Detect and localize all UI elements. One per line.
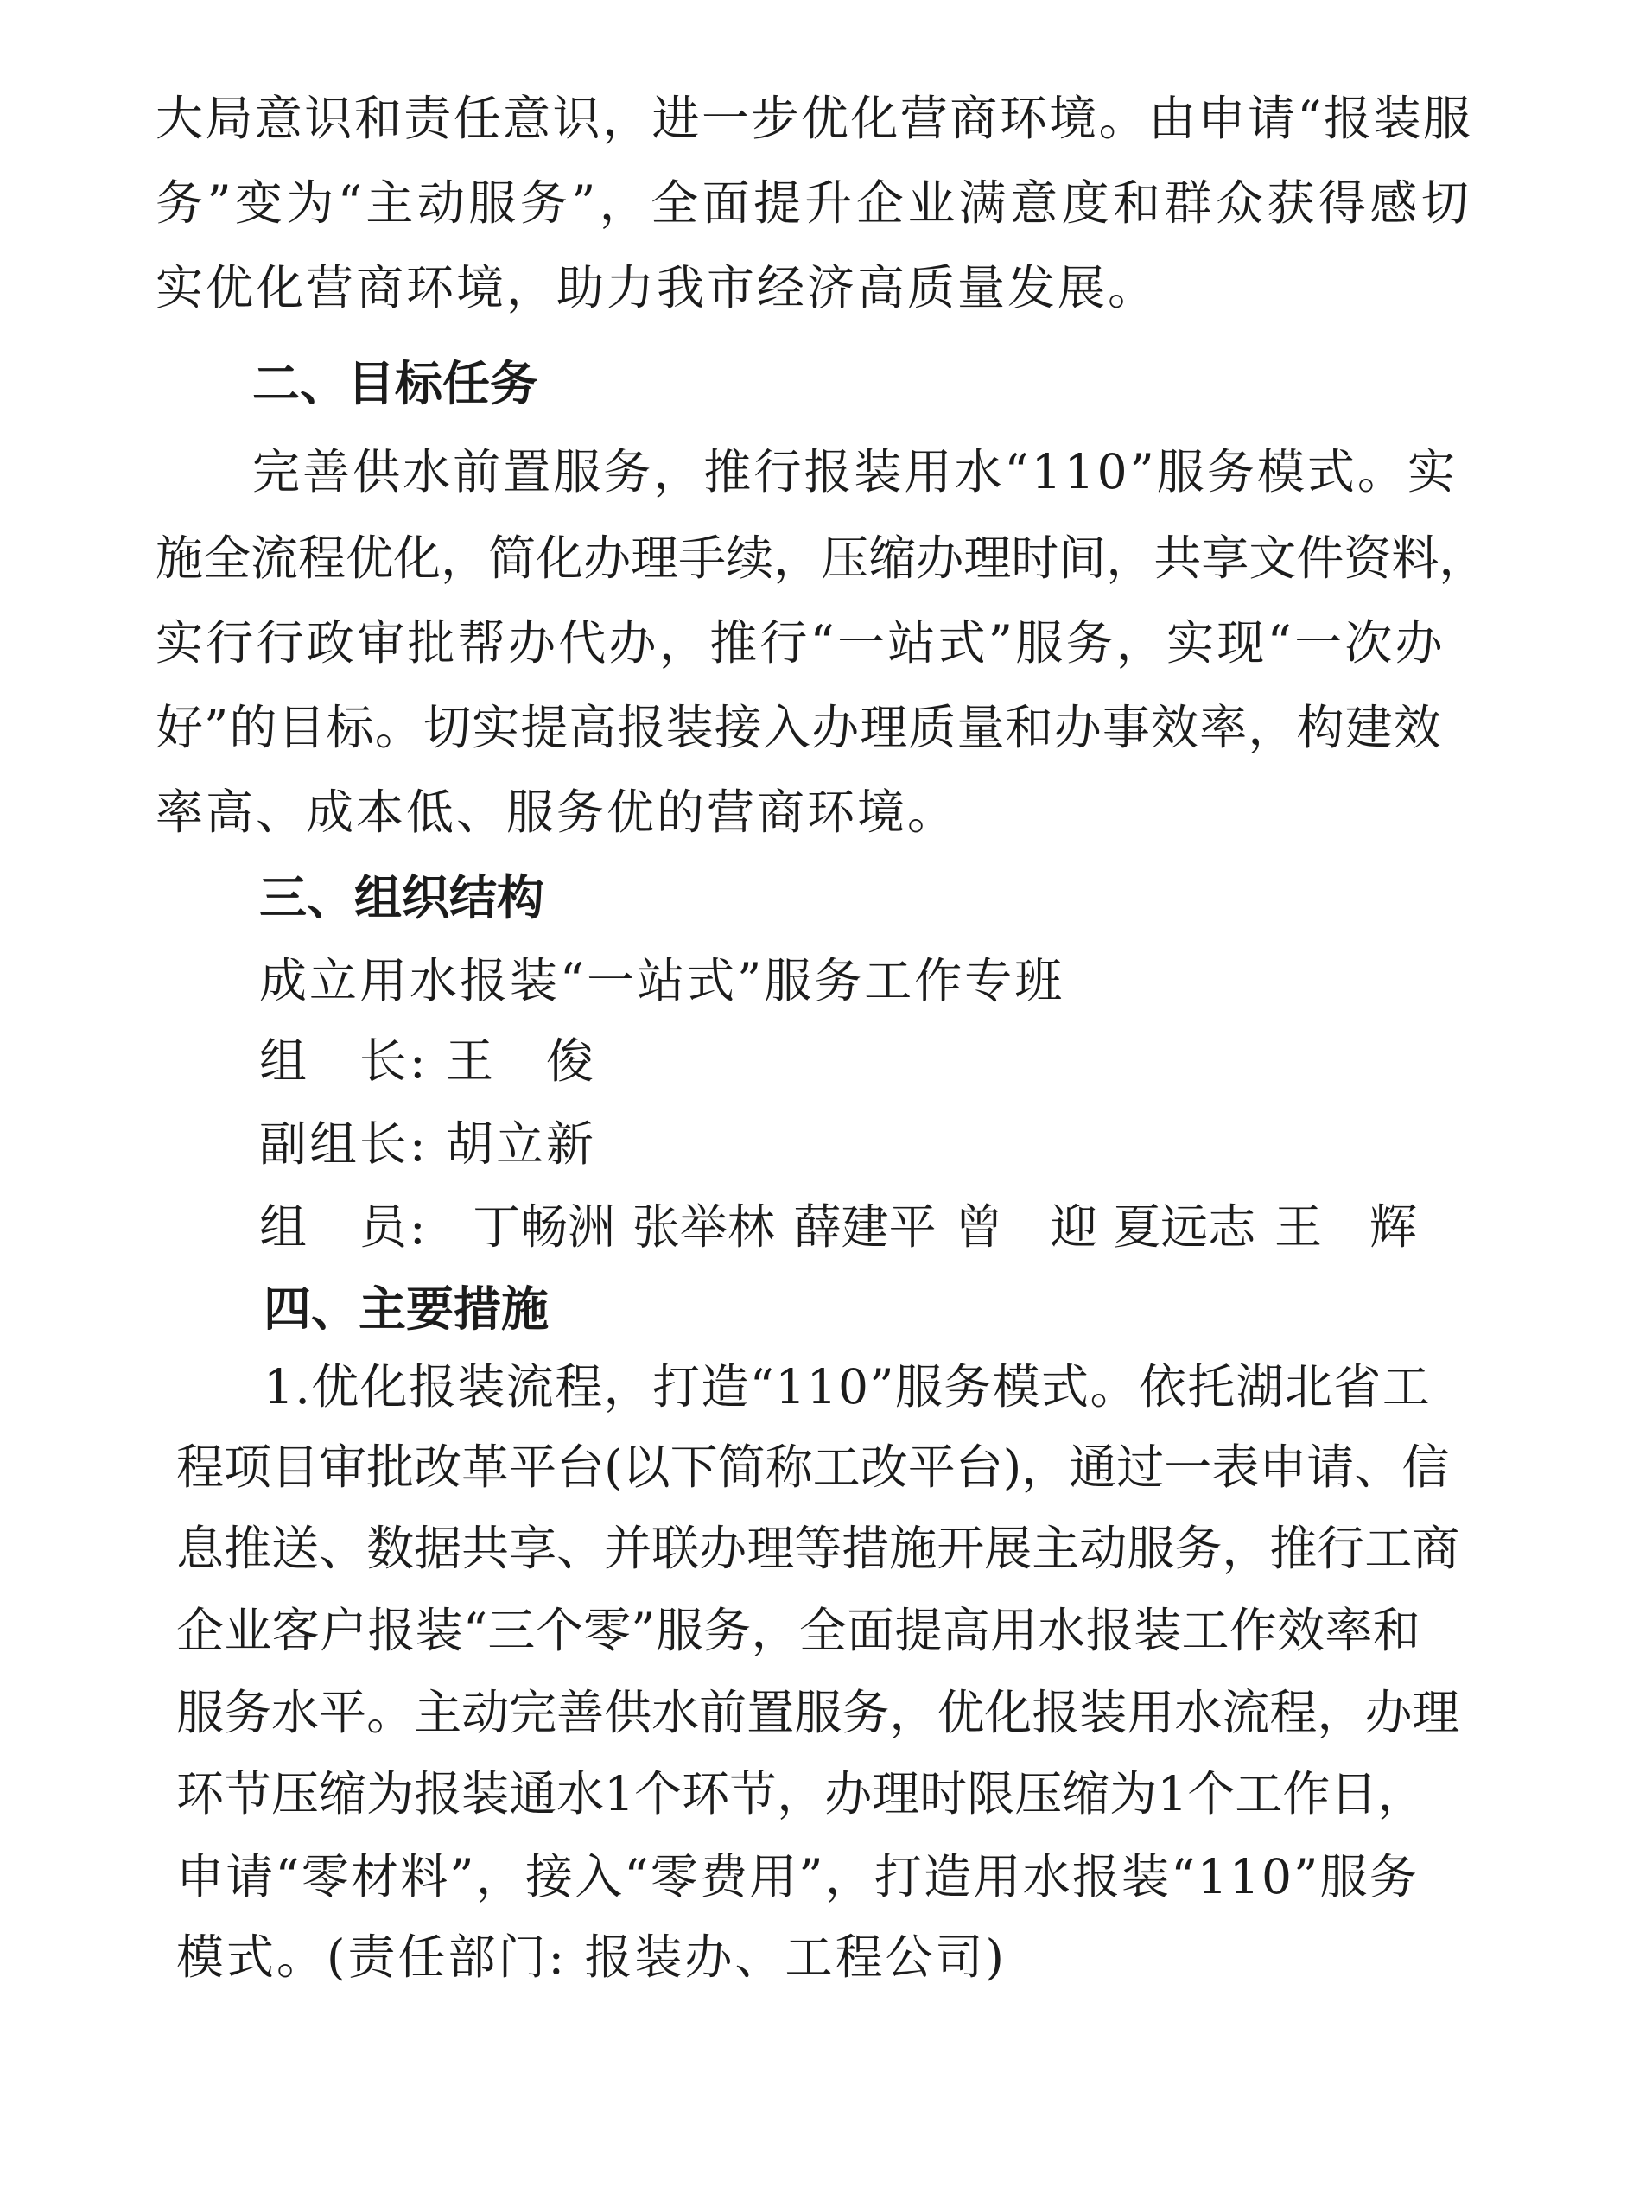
team-member: 张举林 [632, 1199, 775, 1255]
section-4-line-3: 息 推 送 、 数 据 共 享 、 并 联 办 理 等 措 施 开 展 主 动 服 务 ， 推 行 工 商 [176, 1521, 1460, 1576]
team-member: 曾 迎 [955, 1199, 1098, 1255]
section-2-line-2: 施 全 流 程 优 化 ， 简 化 办 理 手 续 ， 压 缩 办 理 时 间 ， 共 享 文 件 资 料 ， [156, 531, 1487, 586]
section-4-line-7: 申 请 “ 零 材 料 ” ， 接 入 “ 零 费 用 ” ， 打 造 用 水 报 装 “ 1 1 0 ” 服 务 [176, 1849, 1417, 1904]
section-4-heading: 四、主要措施 [264, 1281, 550, 1337]
intro-line-3: 实优化营商环境，助力我市经济高质量发展。 [156, 260, 1159, 315]
section-2-heading: 二、目标任务 [252, 356, 538, 411]
section-4-line-5: 服 务 水 平 。 主 动 完 善 供 水 前 置 服 务 ， 优 化 报 装 用 水 流 程 ， 办 理 [176, 1685, 1460, 1740]
section-2-line-3: 实 行 行 政 审 批 帮 办 代 办 ， 推 行 “ 一 站 式 ” 服 务 ， 实 现 “ 一 次 办 [156, 615, 1443, 671]
section-2-line-5: 率高、成本低、服务优的营商环境。 [156, 785, 958, 840]
team-member: 丁畅洲 [473, 1199, 616, 1255]
section-4-line-6: 环 节 压 缩 为 报 装 通 水 1 个 环 节 ， 办 理 时 限 压 缩 为 1 个 工 作 日 ， [176, 1766, 1426, 1821]
team-name: 成立用水报装“一站式”服务工作专班 [259, 953, 1065, 1008]
team-member: 王 辉 [1274, 1199, 1417, 1255]
section-2-line-1: 完 善 供 水 前 置 服 务 ， 推 行 报 装 用 水 “ 1 1 0 ” 服 务 模 式 。 实 [252, 444, 1455, 499]
intro-line-2: 务 ” 变 为 “ 主 动 服 务 ” ， 全 面 提 升 企 业 满 意 度 和 群 众 获 得 感 切 [156, 175, 1469, 231]
section-4-line-1: 1 . 优 化 报 装 流 程 ， 打 造 “ 1 1 0 ” 服 务 模 式 。 依 托 湖 北 省 工 [264, 1359, 1430, 1414]
team-leader: 组 长: 王 俊 [259, 1033, 597, 1089]
team-deputy-leader: 副组长: 胡立新 [259, 1116, 597, 1172]
team-members-label: 组 员: [259, 1199, 429, 1255]
section-4-line-8: 模式。(责任部门: 报装办、工程公司) [176, 1929, 1007, 1985]
section-2-line-4: 好 ” 的 目 标 。 切 实 提 高 报 装 接 入 办 理 质 量 和 办 事 效 率 ， 构 建 效 [156, 700, 1441, 755]
section-3-heading: 三、组织结构 [259, 870, 545, 925]
section-4-line-4: 企 业 客 户 报 装 “ 三 个 零 ” 服 务 ， 全 面 提 高 用 水 报 装 工 作 效 率 和 [176, 1603, 1420, 1658]
intro-line-1: 大 局 意 识 和 责 任 意 识 ， 进 一 步 优 化 营 商 环 境 。 由 申 请 “ 报 装 服 [156, 91, 1471, 146]
section-4-line-2: 程 项 目 审 批 改 革 平 台 ( 以 下 简 称 工 改 平 台 ) ， 通 过 一 表 申 请 、 信 [176, 1440, 1450, 1495]
team-members [259, 1196, 1417, 1258]
team-member: 夏远志 [1113, 1199, 1256, 1255]
team-member: 薛建平 [793, 1199, 937, 1255]
